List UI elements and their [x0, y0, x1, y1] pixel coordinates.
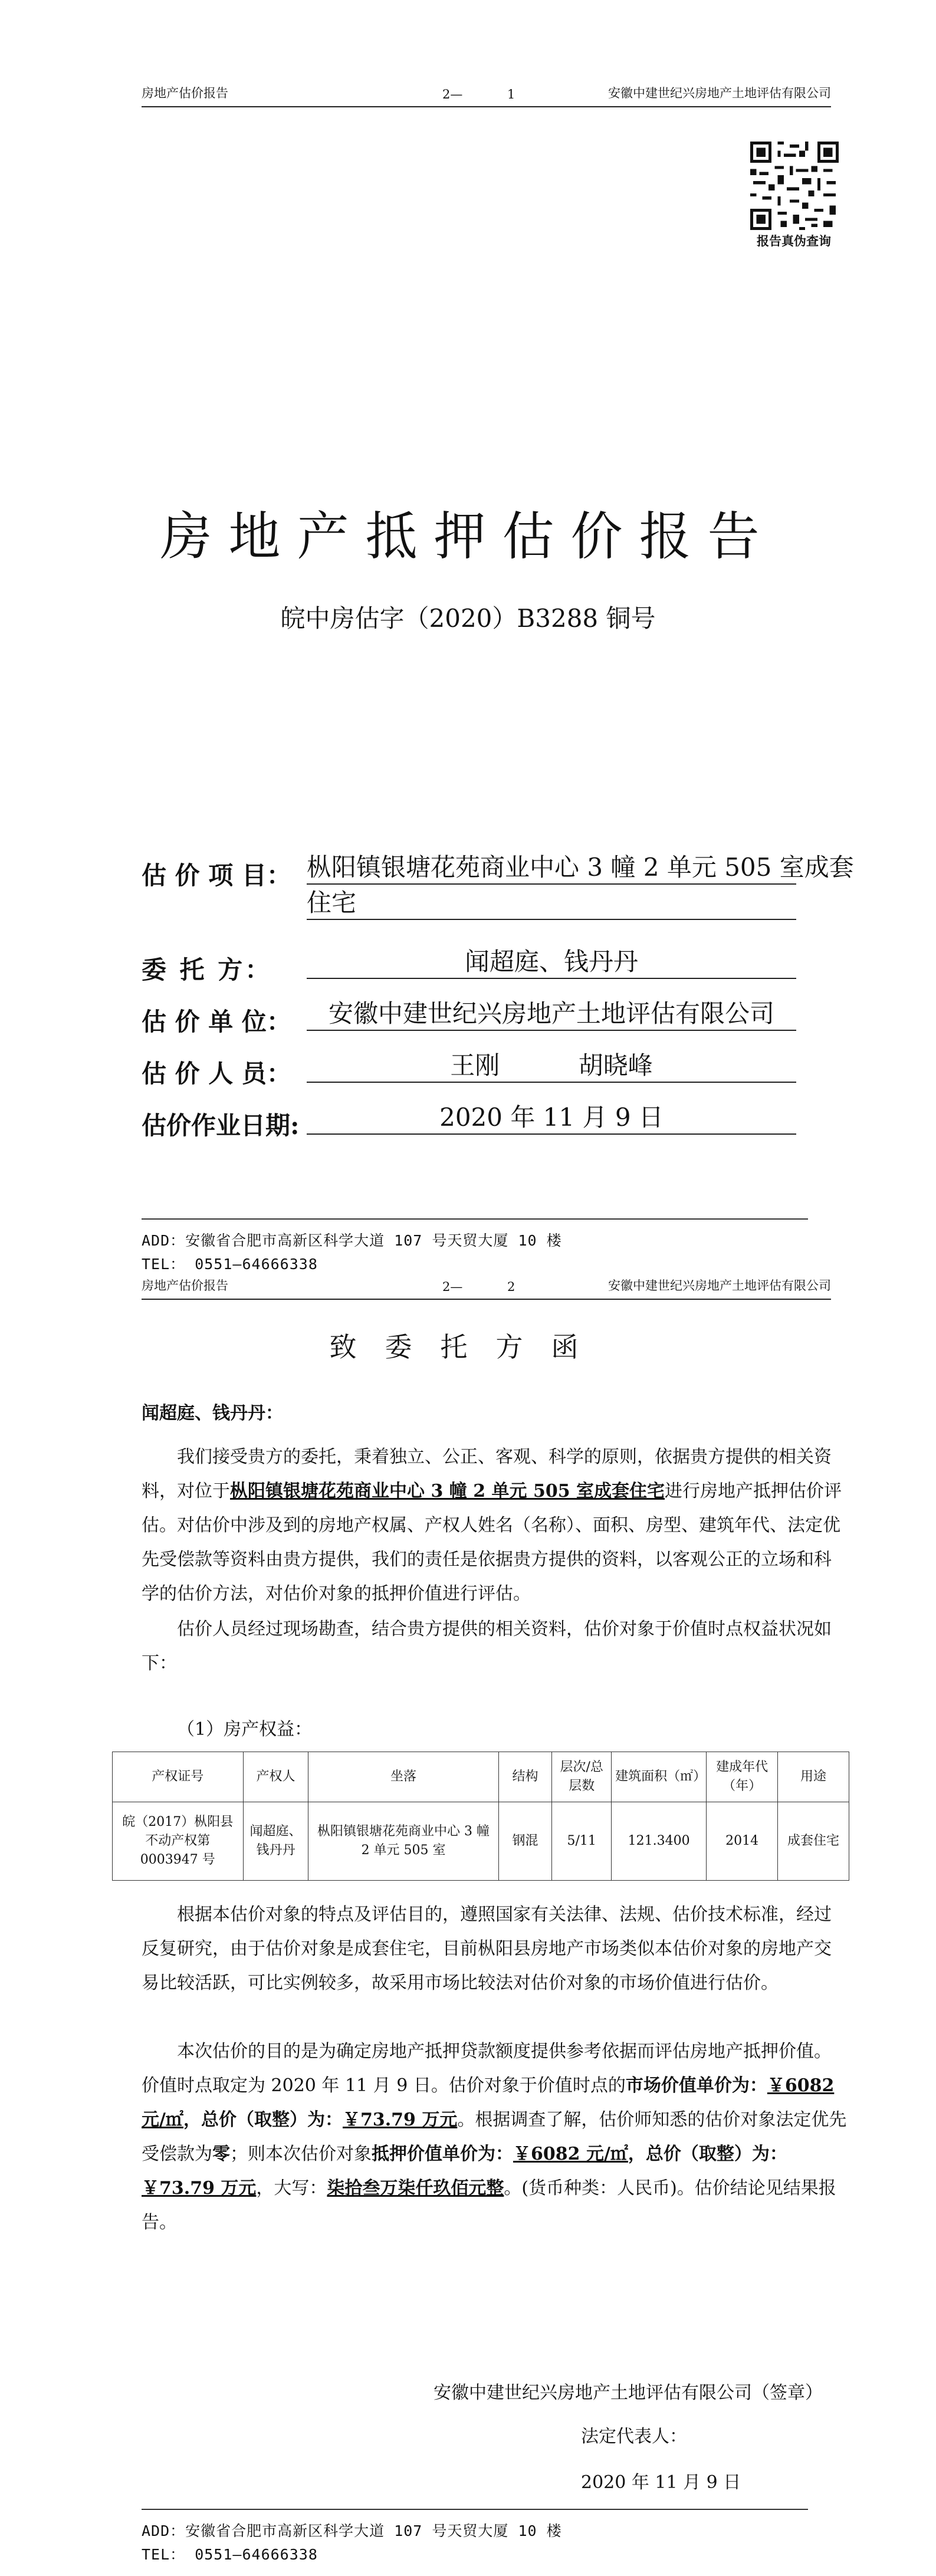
market-unit-price: ￥6082 元/㎡ [142, 2075, 835, 2130]
table-cell: 枞阳镇银塘花苑商业中心 3 幢 2 单元 505 室 [308, 1802, 498, 1881]
text: ，大写： [256, 2178, 327, 2199]
header-page-prefix: 2— [442, 87, 463, 101]
paragraph-2: 估价人员经过现场勘查，结合贵方提供的相关资料，估价对象于价值时点权益状况如下： [142, 1619, 832, 1674]
qr-caption: 报告真伪查询 [757, 234, 831, 248]
footer-tel: TEL： 0551—64666338 [142, 2546, 318, 2563]
table-cell: 钢混 [498, 1802, 552, 1881]
field-label: 估 价 人 员： [142, 1059, 291, 1088]
column-header: 产权人 [243, 1752, 308, 1802]
field-label: 估 价 单 位： [142, 1007, 291, 1036]
table-cell: 闻超庭、钱丹丹 [243, 1802, 308, 1881]
paragraph-4 [142, 2035, 847, 2240]
text: ，总价（取整）为： [628, 2144, 787, 2164]
mortgage-total-price: ￥73.79 万元 [142, 2178, 257, 2199]
subsection-label: （1）房产权益： [177, 1719, 313, 1740]
footer-divider [142, 2509, 808, 2510]
text: 。(货币种类：人民币)。估价结论见结果报告。 [142, 2178, 836, 2233]
header-report-name: 房地产估价报告 [142, 1279, 228, 1293]
column-header: 结构 [498, 1752, 552, 1802]
footer-divider [142, 1218, 808, 1220]
page-header [142, 83, 831, 107]
paragraph-3: 根据本估价对象的特点及评估目的，遵照国家有关法律、法规、估价技术标准，经过反复研究，由于估价对象是成套住宅，目前枞阳县房地产市场类似本估价对象的房地产交易比较活跃，可比实例较多，故采用市场比较法对估价对象的市场价值进行估价。 [142, 1904, 832, 1993]
page-header [142, 1275, 831, 1300]
document-number: 皖中房估字（2020）B3288 铜号 [280, 604, 656, 633]
property-rights-table [112, 1752, 849, 1881]
text: 。根据调查了解，估价师知悉的估价对象法定优先受偿款为 [142, 2110, 847, 2164]
table-cell: 成套住宅 [778, 1802, 849, 1881]
column-header: 坐落 [308, 1752, 498, 1802]
table-cell: 5/11 [552, 1802, 612, 1881]
text: 我们接受贵方的委托，秉着独立、公正、客观、科学的原则，依据贵方提供的相关资料，对位于 [142, 1447, 832, 1501]
field-value: 枞阳镇银塘花苑商业中心 3 幢 2 单元 505 室成套 [307, 852, 796, 885]
table-header-row [113, 1752, 849, 1802]
field-value: 闻超庭、钱丹丹 [307, 946, 796, 979]
mortgage-unit-price: ￥6082 元/㎡ [513, 2144, 628, 2164]
column-header: 产权证号 [113, 1752, 244, 1802]
text: ；则本次估价对象 [230, 2144, 372, 2164]
footer-address: ADD：安徽省合肥市高新区科学大道 107 号天贸大厦 10 楼 [142, 2522, 562, 2539]
subject-address: 枞阳镇银塘花苑商业中心 3 幢 2 单元 505 室成套住宅 [230, 1481, 665, 1501]
header-page-prefix: 2— [442, 1280, 463, 1294]
column-header: 用途 [778, 1752, 849, 1802]
table-cell: 2014 [707, 1802, 778, 1881]
text: 市场价值单价为： [625, 2075, 767, 2096]
table-cell: 121.3400 [612, 1802, 707, 1881]
salutation: 闻超庭、钱丹丹： [142, 1403, 283, 1424]
column-header: 建筑面积（㎡） [612, 1752, 707, 1802]
market-total-price: ￥73.79 万元 [342, 2110, 458, 2130]
field-value: 安徽中建世纪兴房地产土地评估有限公司 [307, 998, 796, 1031]
text: ，总价（取整）为： [183, 2110, 343, 2130]
signature-date: 2020 年 11 月 9 日 [581, 2472, 741, 2493]
priority-claim: 零 [212, 2144, 230, 2164]
field-value: 2020 年 11 月 9 日 [307, 1102, 796, 1135]
column-header: 层次/总层数 [552, 1752, 612, 1802]
text: 本次估价的目的是为确定房地产抵押贷款额度提供参考依据而评估房地产抵押价值。价值时点取定为 2020 年 11 月 9 日。估价对象于价值时点的 [142, 2041, 832, 2096]
footer-address: ADD：安徽省合肥市高新区科学大道 107 号天贸大厦 10 楼 [142, 1232, 562, 1249]
text: 进行房地产抵押估价评估。对估价中涉及到的房地产权属、产权人姓名（名称）、面积、房型、建筑年代、法定优先受偿款等资料由贵方提供，我们的责任是依据贵方提供的资料，以客观公正的立场和科学的估价方法，对估价对象的抵押价值进行评估。 [142, 1481, 842, 1604]
signature-representative: 法定代表人： [581, 2426, 687, 2447]
table-cell: 皖（2017）枞阳县不动产权第 0003947 号 [113, 1802, 244, 1881]
text: 抵押价值单价为： [372, 2144, 513, 2164]
field-label: 估 价 项 目： [142, 861, 291, 890]
field-value: 王刚 胡晓峰 [307, 1050, 796, 1083]
qr-code-icon[interactable] [748, 142, 841, 230]
header-company: 安徽中建世纪兴房地产土地评估有限公司 [608, 1279, 831, 1293]
signature-company: 安徽中建世纪兴房地产土地评估有限公司（签章） [433, 2383, 823, 2403]
header-company: 安徽中建世纪兴房地产土地评估有限公司 [608, 86, 831, 100]
header-page-number: 2 [507, 1280, 515, 1294]
field-label: 估价作业日期: [142, 1111, 300, 1140]
header-report-name: 房地产估价报告 [142, 86, 228, 100]
column-header: 建成年代（年） [707, 1752, 778, 1802]
report-title: 房地产抵押估价报告 [160, 506, 776, 567]
field-value-cont: 住宅 [307, 887, 796, 920]
paragraph-1 [142, 1440, 847, 1611]
header-page-number: 1 [507, 87, 515, 101]
table-row [113, 1802, 849, 1881]
letter-page [0, 1279, 936, 2576]
footer-tel: TEL： 0551—64666338 [142, 1256, 318, 1273]
amount-in-words: 柒拾叁万柒仟玖佰元整 [327, 2178, 504, 2199]
letter-title: 致委托方函 [329, 1331, 607, 1363]
field-label: 委 托 方： [142, 955, 272, 984]
